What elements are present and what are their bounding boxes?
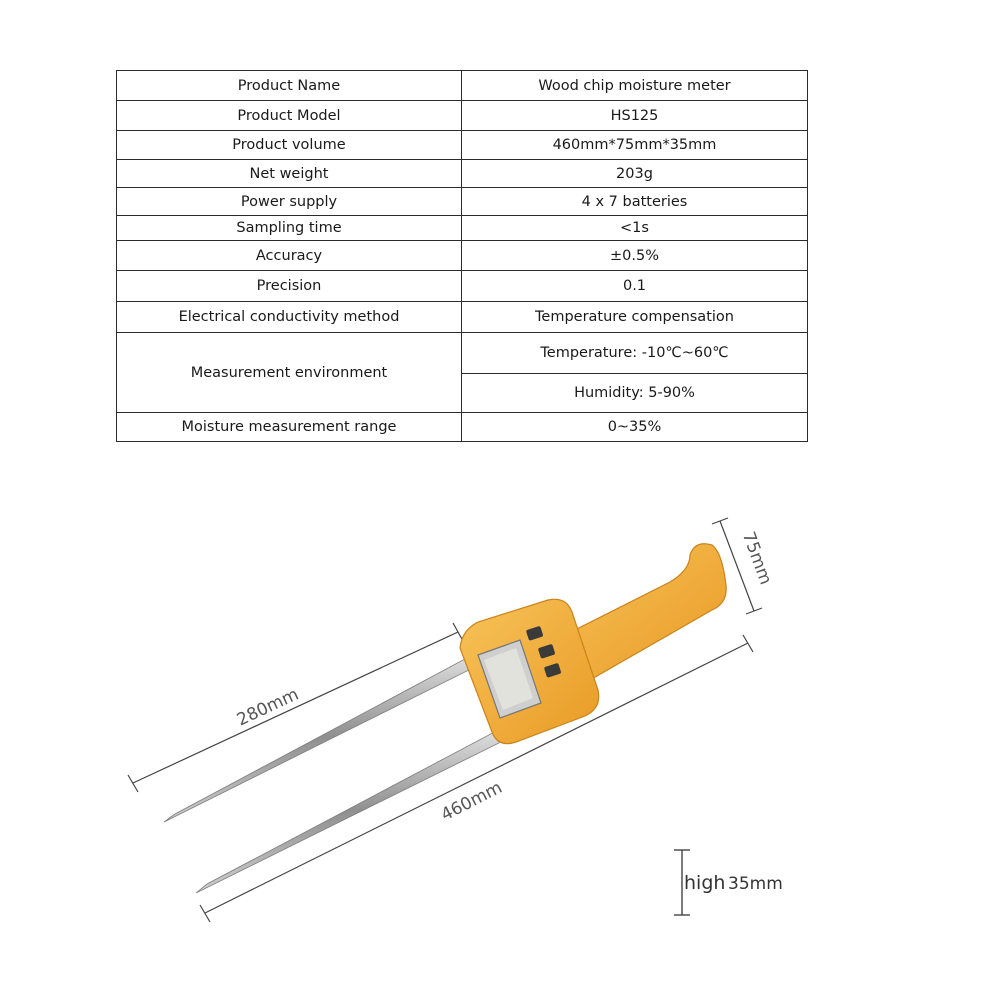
row-value: HS125 [462,101,808,131]
height-value: 35mm [728,874,783,894]
row-label: Precision [117,271,462,302]
dim-total-label: 460mm [437,777,506,826]
row-label: Moisture measurement range [117,413,462,442]
row-label: Electrical conductivity method [117,302,462,333]
row-value: Humidity: 5-90% [462,374,808,413]
row-label: Sampling time [117,216,462,241]
row-value: ±0.5% [462,241,808,271]
moisture-meter-device [460,544,726,744]
row-value: 460mm*75mm*35mm [462,131,808,160]
height-prefix: high [684,872,726,894]
row-label: Measurement environment [117,333,462,413]
row-value: 0.1 [462,271,808,302]
row-value: 203g [462,160,808,188]
row-label: Accuracy [117,241,462,271]
row-value: 0~35% [462,413,808,442]
probes [164,652,507,893]
row-label: Power supply [117,188,462,216]
row-value: Temperature compensation [462,302,808,333]
dim-width-label: 75mm [737,529,776,588]
row-label: Product Model [117,101,462,131]
row-value: 4 x 7 batteries [462,188,808,216]
dim-probe-label: 280mm [233,684,302,731]
dimension-280mm [128,623,463,792]
row-value: Wood chip moisture meter [462,71,808,101]
row-value: <1s [462,216,808,241]
height-marker [674,850,783,915]
row-label: Product volume [117,131,462,160]
row-label: Net weight [117,160,462,188]
row-value: Temperature: -10℃~60℃ [462,333,808,374]
row-label: Product Name [117,71,462,101]
